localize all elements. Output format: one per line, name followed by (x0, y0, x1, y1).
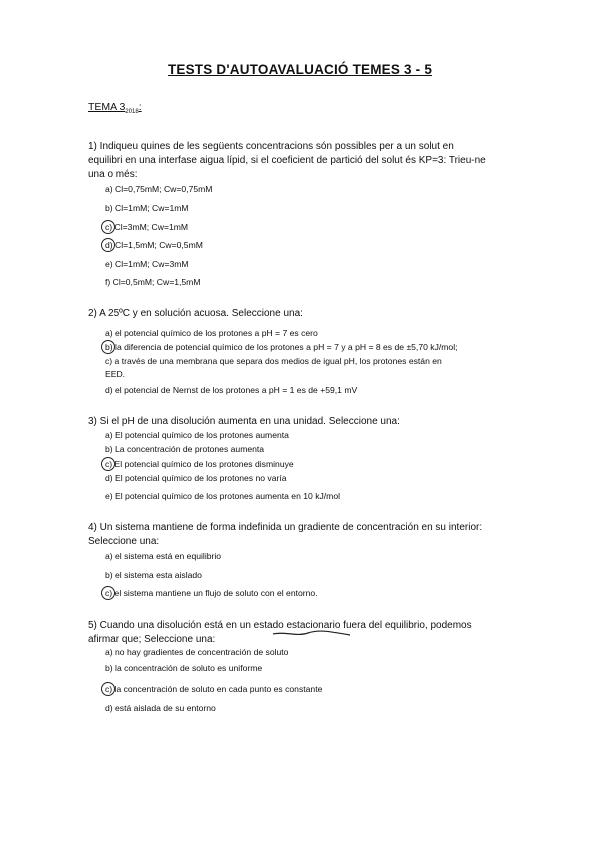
q2-option-d: d) el potencial de Nernst de los protones a pH = 1 es de +59,1 mV (105, 385, 358, 395)
question-5-line-2: afirmar que; Seleccione una: (88, 634, 216, 645)
question-1-line-2: equilibri en una interfase aigua lípid, si el coeficient de partició del solut és KP=3: Trieu-ne (88, 155, 486, 166)
answer-circle-mark (101, 586, 115, 600)
q3-option-b: b) La concentración de protones aumenta (105, 444, 265, 454)
section-heading (88, 101, 142, 115)
question-3-line-1: 3) Si el pH de una disolución aumenta en una unidad. Seleccione una: (88, 416, 400, 427)
question-4-line-1: 4) Un sistema mantiene de forma indefinida un gradiente de concentración en su interior: (88, 522, 483, 533)
q2-option-b: b) la diferencia de potencial químico de los protones a pH = 7 y a pH = 8 es de ±5,70 kJ/mol; (105, 342, 458, 352)
q2-option-c: c) a través de una membrana que separa dos medios de igual pH, los protones están en (105, 356, 442, 366)
question-4-line-2: Seleccione una: (88, 536, 160, 547)
q2-option-a: a) el potencial químico de los protones a pH = 7 es cero (105, 328, 318, 338)
answer-circle-mark (101, 220, 115, 234)
section-year: 2018 (125, 109, 139, 116)
q4-option-b: b) el sistema esta aislado (105, 570, 202, 580)
q4-option-a: a) el sistema está en equilibrio (105, 551, 222, 561)
q5-option-b: b) la concentración de soluto es uniforme (105, 663, 263, 673)
question-1-line-1: 1) Indiqueu quines de les següents concentracions són possibles per a un solut en (88, 141, 454, 152)
answer-circle-mark (101, 238, 115, 252)
q3-option-c: c) El potencial químico de los protones disminuye (105, 459, 294, 469)
answer-circle-mark (101, 682, 115, 696)
q3-option-a: a) El potencial químico de los protones aumenta (105, 430, 289, 440)
q2-option-c-cont: EED. (105, 369, 126, 379)
q1-option-f: f) Cl=0,5mM; Cw=1,5mM (105, 277, 201, 287)
question-5-line-1: 5) Cuando una disolución está en un estado estacionario fuera del equilibrio, podemos (88, 620, 472, 631)
document-title: TESTS D'AUTOAVALUACIÓ TEMES 3 - 5 (167, 62, 433, 77)
q3-option-d: d) El potencial químico de los protones no varía (105, 473, 287, 483)
answer-circle-mark (101, 457, 115, 471)
q3-option-e: e) El potencial químico de los protones aumenta en 10 kJ/mol (105, 491, 341, 501)
q1-option-e: e) Cl=1mM; Cw=3mM (105, 259, 189, 269)
section-suffix: : (138, 101, 142, 113)
question-1-line-3: una o més: (88, 169, 138, 180)
q1-option-b: b) Cl=1mM; Cw=1mM (105, 203, 189, 213)
q1-option-c: c) Cl=3mM; Cw=1mM (105, 222, 189, 232)
q4-option-c: c) el sistema mantiene un flujo de soluto con el entorno. (105, 588, 318, 598)
q5-option-a: a) no hay gradientes de concentración de soluto (105, 647, 289, 657)
section-label: TEMA 3 (88, 101, 126, 113)
q5-option-c: c) la concentración de soluto en cada punto es constante (105, 684, 323, 694)
q5-option-d: d) está aislada de su entorno (105, 703, 216, 713)
handwritten-underline (272, 630, 352, 638)
answer-circle-mark (101, 340, 115, 354)
q1-option-d: d) Cl=1,5mM; Cw=0,5mM (105, 240, 203, 250)
question-2-line-1: 2) A 25ºC y en solución acuosa. Seleccione una: (88, 308, 303, 319)
q1-option-a: a) Cl=0,75mM; Cw=0,75mM (105, 184, 213, 194)
